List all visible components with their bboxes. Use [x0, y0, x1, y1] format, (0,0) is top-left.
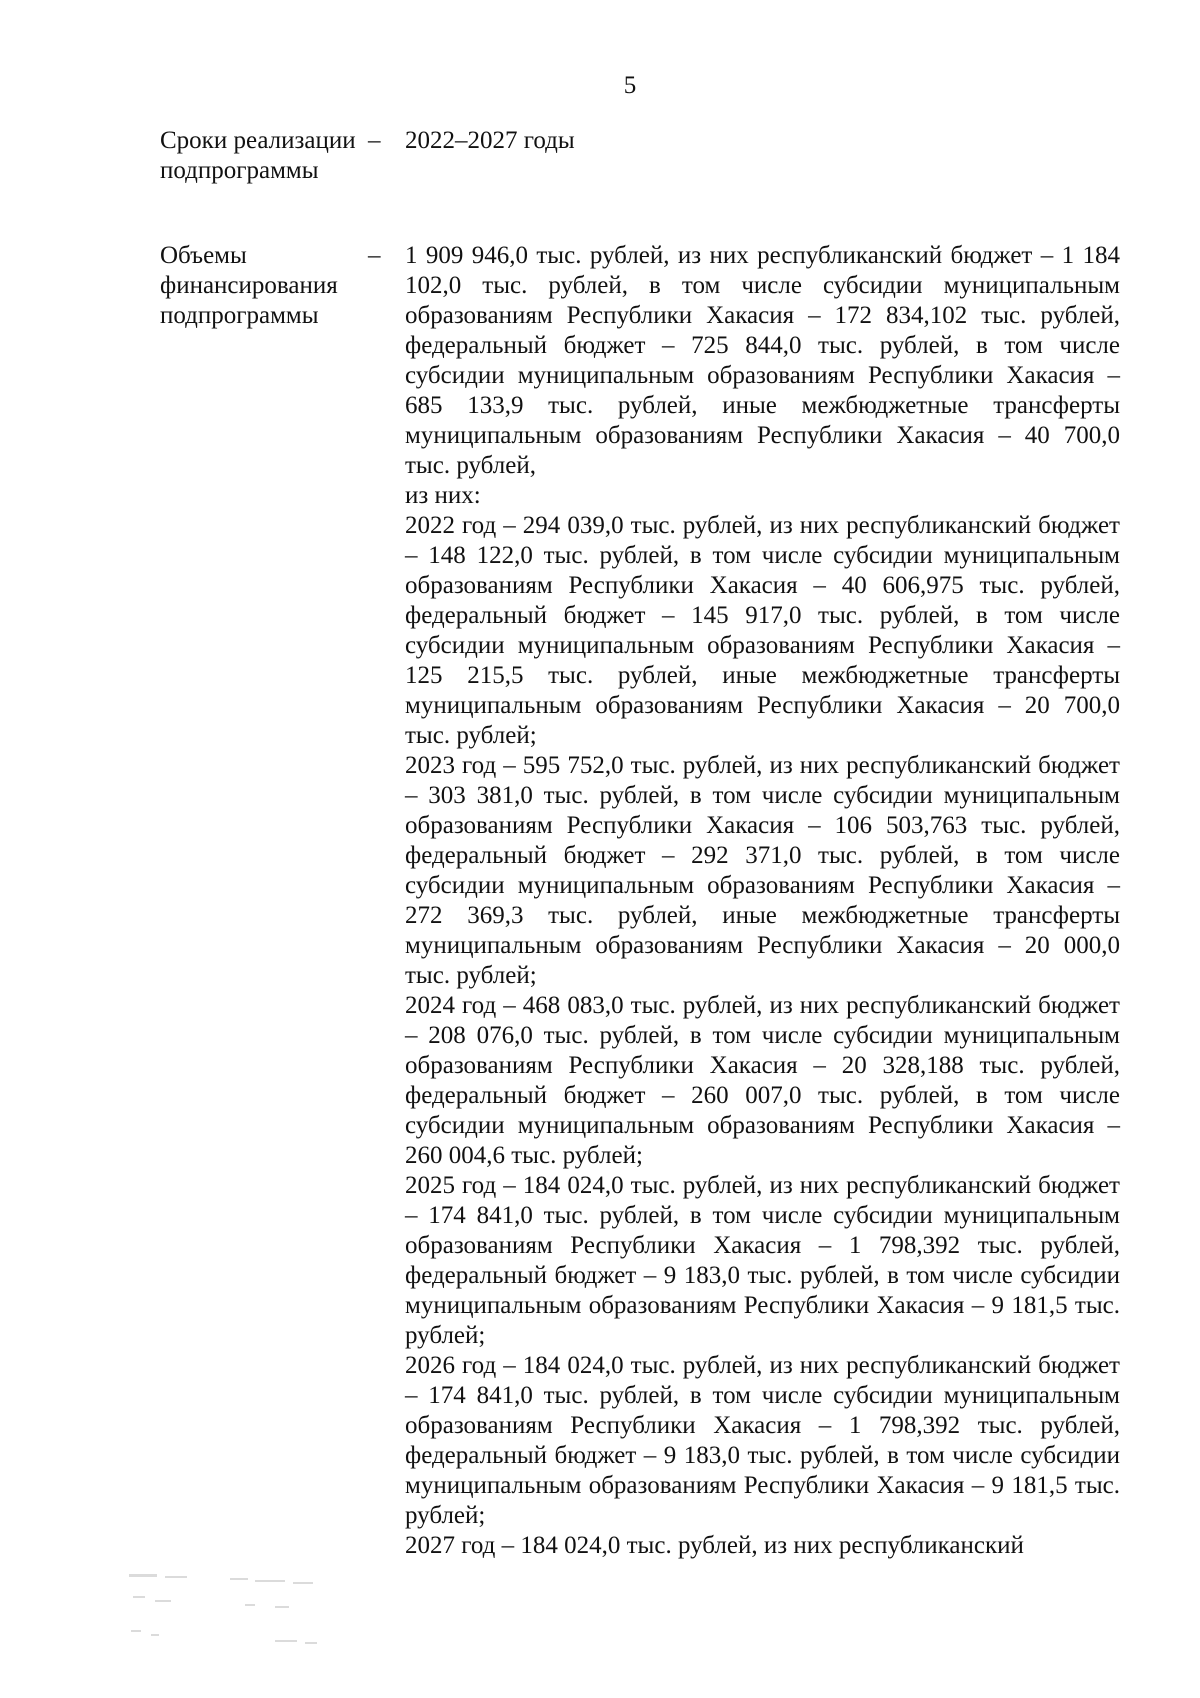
finance-dash: –	[368, 242, 381, 269]
year-item-2023: 2023 год – 595 752,0 тыс. рублей, из них республиканский бюджет – 303 381,0 тыс. рублей, в том числе субсидии муниципальным образованиям Республики Хакасия – 106 503,763 тыс. рублей, федеральный бюджет – 292 371,0 тыс. рублей, в том числе субсидии муниципальным образованиям Республики Хакасия – 272 369,3 тыс. рублей, иные межбюджетные трансферты муниципальным образованиям Республики Хакасия – 20 000,0 тыс. рублей;	[405, 752, 1120, 989]
year-item-2027: 2027 год – 184 024,0 тыс. рублей, из них республиканский	[405, 1532, 1024, 1559]
term-label: Сроки реализации подпрограммы	[160, 127, 356, 184]
page-number: 5	[623, 72, 637, 99]
finance-intro: 1 909 946,0 тыс. рублей, из них республиканский бюджет – 1 184 102,0 тыс. рублей, в том числе субсидии муниципальным образованиям Республики Хакасия – 172 834,102 тыс. рублей, федеральный бюджет – 725 844,0 тыс. рублей, в том числе субсидии муниципальным образованиям Республики Хакасия – 685 133,9 тыс. рублей, иные межбюджетные трансферты муниципальным образованиям Республики Хакасия – 40 700,0 тыс. рублей,	[405, 242, 1120, 479]
year-item-2024: 2024 год – 468 083,0 тыс. рублей, из них республиканский бюджет – 208 076,0 тыс. рублей, в том числе субсидии муниципальным образованиям Республики Хакасия – 20 328,188 тыс. рублей, федеральный бюджет – 260 007,0 тыс. рублей, в том числе субсидии муниципальным образованиям Республики Хакасия – 260 004,6 тыс. рублей;	[405, 992, 1120, 1169]
finance-intro-tail: из них:	[405, 482, 481, 509]
term-value: 2022–2027 годы	[405, 127, 575, 154]
finance-label: Объемы финансирования подпрограммы	[160, 242, 338, 329]
year-item-2026: 2026 год – 184 024,0 тыс. рублей, из них республиканский бюджет – 174 841,0 тыс. рублей, в том числе субсидии муниципальным образованиям Республики Хакасия – 1 798,392 тыс. рублей, федеральный бюджет – 9 183,0 тыс. рублей, в том числе субсидии муниципальным образованиям Республики Хакасия – 9 181,5 тыс. рублей;	[405, 1352, 1120, 1529]
scan-smudge	[125, 1570, 335, 1660]
year-item-2025: 2025 год – 184 024,0 тыс. рублей, из них республиканский бюджет – 174 841,0 тыс. рублей, в том числе субсидии муниципальным образованиям Республики Хакасия – 1 798,392 тыс. рублей, федеральный бюджет – 9 183,0 тыс. рублей, в том числе субсидии муниципальным образованиям Республики Хакасия – 9 181,5 тыс. рублей;	[405, 1172, 1120, 1349]
finance-value	[405, 241, 1120, 1561]
term-dash: –	[368, 127, 381, 154]
year-item-2022: 2022 год – 294 039,0 тыс. рублей, из них республиканский бюджет – 148 122,0 тыс. рублей, в том числе субсидии муниципальным образованиям Республики Хакасия – 40 606,975 тыс. рублей, федеральный бюджет – 145 917,0 тыс. рублей, в том числе субсидии муниципальным образованиям Республики Хакасия – 125 215,5 тыс. рублей, иные межбюджетные трансферты муниципальным образованиям Республики Хакасия – 20 700,0 тыс. рублей;	[405, 512, 1120, 749]
